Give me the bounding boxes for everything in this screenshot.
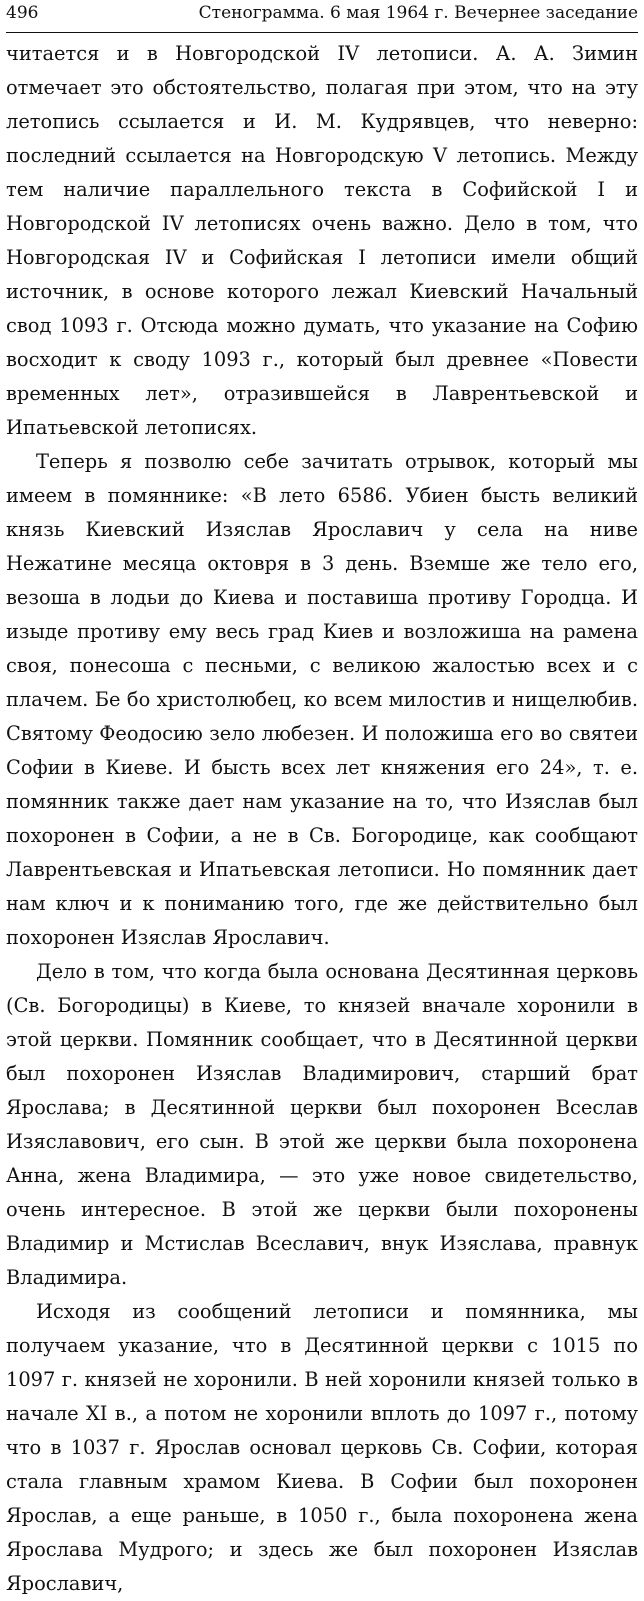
paragraph: Дело в том, что когда была основана Десятинная церковь (Св. Богородицы) в Киеве, то князей вначале хоронили в этой церкви. Помянник сообщает, что в Десятинной церкви был похоронен Изяслав Владимирович, старший брат Ярослава; в Десятинной церкви был похоронен Всеслав Изяславович, его сын. В этой же церкви была похоронена Анна, жена Владимира, — это уже новое свидетельство, очень интересное. В этой же церкви были похоронены Владимир и Мстислав Всеславич, внук Изяслава, правнук Владимира. <box>6 960 638 1289</box>
running-head: Стенограмма. 6 мая 1964 г. Вечернее заседание <box>198 3 638 23</box>
paragraph-continued: читается и в Новгородской IV летописи. А. А. Зимин отмечает это обстоятельство, полагая при этом, что на эту летопись ссылается и И. М. Кудрявцев, что неверно: последний ссылается на Новгородскую V летопись. Между тем наличие параллельного текста в Софийской I и Новгородской IV летописях очень важно. Дело в том, что Новгородская IV и Софийская I летописи имели общий источник, в основе которого лежал Киевский Начальный свод 1093 г. Отсюда можно думать, что указание на Софию восходит к своду 1093 г., который был древнее «Повести временных лет», отразившейся в Лаврентьевской и Ипатьевской летописях. <box>6 42 638 439</box>
page-number: 496 <box>6 3 39 23</box>
page-header <box>6 0 638 33</box>
body-text <box>6 37 638 1601</box>
paragraph: Теперь я позволю себе зачитать отрывок, который мы имеем в помяннике: «В лето 6586. Убиен бысть великий князь Киевский Изяслав Ярославич у села на ниве Нежатине месяца октовря в 3 день. Вземше же тело его, везоша в лодьи до Киева и поставиша противу Городца. И изыде противу ему весь град Киев и возложиша на рамена своя, понесоша с песньми, с великою жалостью всех и с плачем. Бе бо христолюбец, ко всем милостив и нищелюбив. Святому Феодосию зело любезен. И положиша его во святеи Софии в Киеве. И бысть всех лет княжения его 24», т. е. помянник также дает нам указание на то, что Изяслав был похоронен в Софии, а не в Св. Богородице, как сообщают Лаврентьевская и Ипатьевская летописи. Но помянник дает нам ключ и к пониманию того, где же действительно был похоронен Изяслав Ярославич. <box>6 450 638 949</box>
paragraph: Исходя из сообщений летописи и помянника, мы получаем указание, что в Десятинной церкви с 1015 по 1097 г. князей не хоронили. В ней хоронили князей только в начале XI в., а потом не хоронили вплоть до 1097 г., потому что в 1037 г. Ярослав основал церковь Св. Софии, которая стала главным храмом Киева. В Софии был похоронен Ярослав, а еще раньше, в 1050 г., была похоронена жена Ярослава Мудрого; и здесь же был похоронен Изяслав Ярославич, <box>6 1300 638 1595</box>
